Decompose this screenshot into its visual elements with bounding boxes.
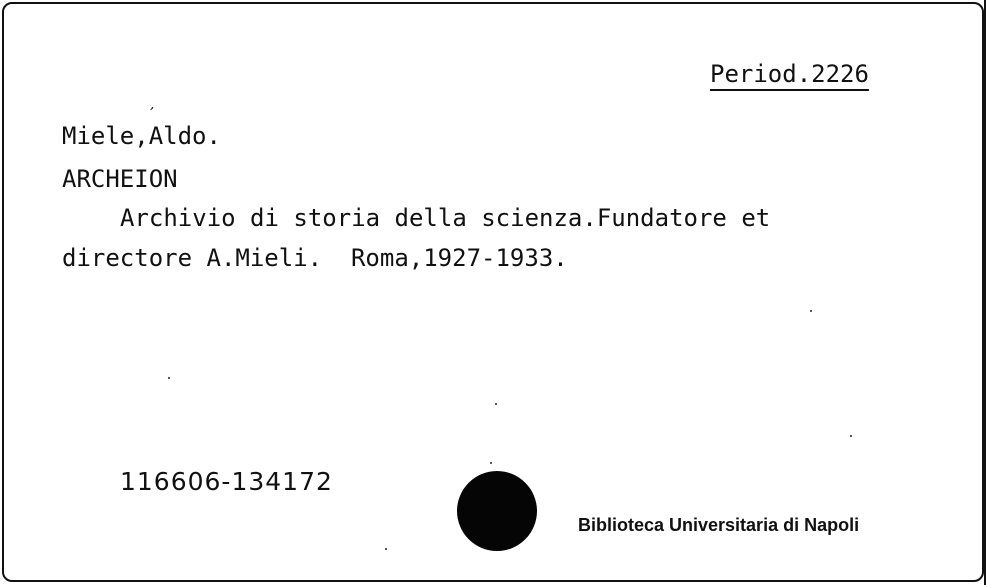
punch-hole xyxy=(457,471,537,551)
author-line: Miele,Aldo. xyxy=(62,122,221,150)
description-line-2: directore A.Mieli. Roma,1927-1933. xyxy=(62,244,568,272)
shelfmark: Period.2226 xyxy=(710,60,869,88)
title-line: ARCHEION xyxy=(62,165,178,193)
dust-speck xyxy=(850,435,852,437)
dust-speck xyxy=(495,403,497,405)
library-stamp: Biblioteca Universitaria di Napoli xyxy=(578,515,860,535)
dust-speck xyxy=(490,462,492,464)
dust-speck xyxy=(168,377,170,379)
description-line-1: Archivio di storia della scienza.Fundatore et xyxy=(120,204,771,232)
dust-speck xyxy=(810,310,812,312)
inventory-numbers: 116606-134172 xyxy=(120,467,333,496)
dust-speck xyxy=(385,548,387,550)
catalog-card xyxy=(2,2,984,582)
card-edge xyxy=(984,0,992,585)
handwritten-mark: ʼ xyxy=(146,104,155,122)
